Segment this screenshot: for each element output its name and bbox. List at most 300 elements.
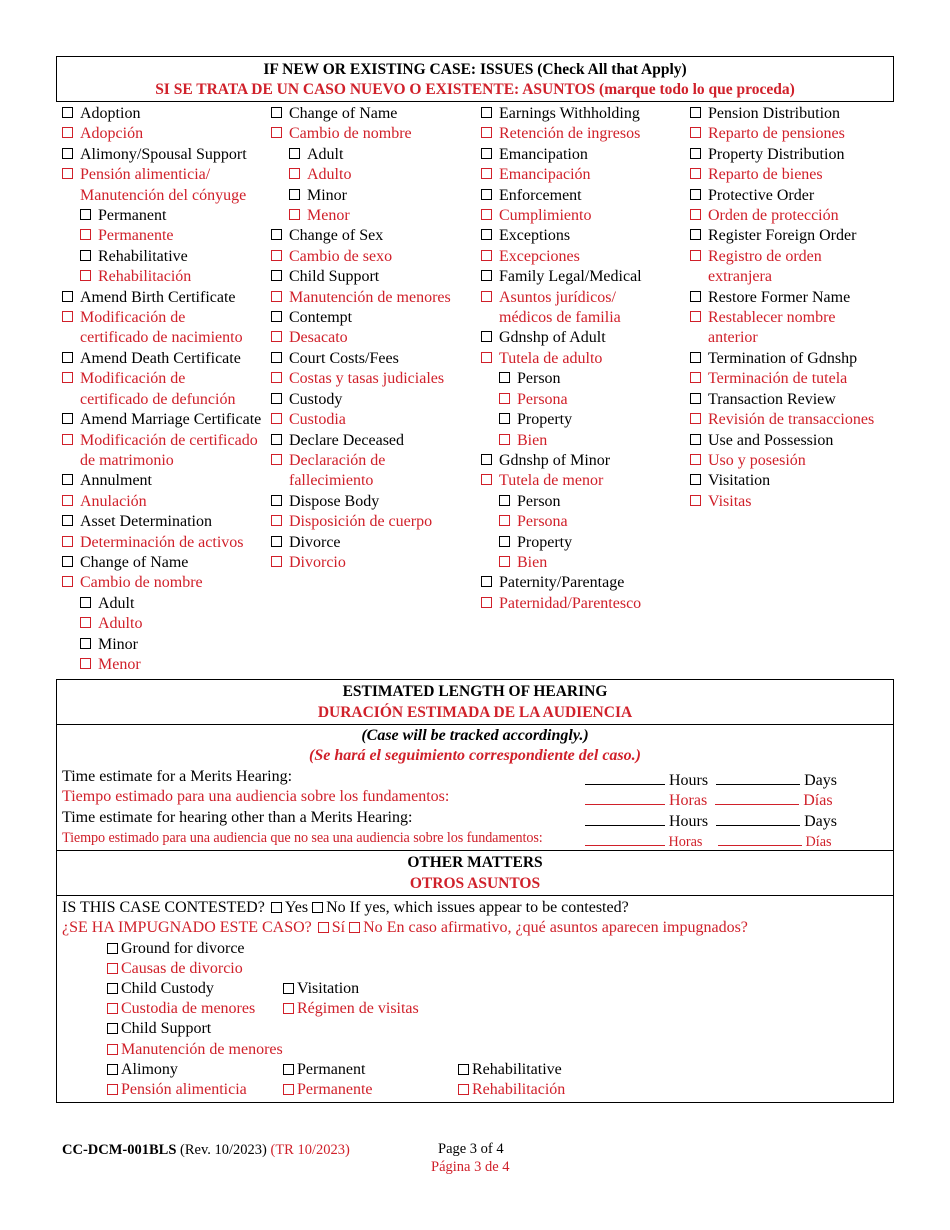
issue-option[interactable] — [62, 573, 261, 593]
issues-header — [56, 56, 894, 102]
ground-divorce-checkbox-es[interactable] — [107, 963, 118, 974]
issue-option[interactable] — [690, 186, 874, 206]
issue-checkbox[interactable] — [481, 189, 492, 200]
ground-divorce-label-es: Causas de divorcio — [121, 960, 243, 977]
issue-checkbox[interactable] — [499, 495, 510, 506]
issue-option[interactable] — [62, 492, 261, 512]
issue-option[interactable] — [481, 451, 642, 471]
issue-checkbox[interactable] — [289, 148, 300, 159]
issue-option[interactable] — [481, 288, 642, 308]
issue-option[interactable] — [271, 328, 451, 348]
issue-checkbox[interactable] — [62, 576, 73, 587]
issue-checkbox[interactable] — [62, 556, 73, 567]
issue-checkbox[interactable] — [62, 168, 73, 179]
issue-checkbox[interactable] — [481, 576, 492, 587]
hearing-title-es: DURACIÓN ESTIMADA DE LA AUDIENCIA — [317, 704, 633, 721]
issue-label: Terminación de tutela — [708, 370, 848, 388]
issue-option-continued — [62, 328, 261, 348]
issue-checkbox[interactable] — [481, 597, 492, 608]
issue-option-continued — [62, 451, 261, 471]
contested-label-es: ¿SE HA IMPUGNADO ESTE CASO? — [62, 919, 312, 936]
issue-checkbox[interactable] — [62, 291, 73, 302]
merits-hours-field-es[interactable] — [585, 788, 665, 805]
issue-checkbox[interactable] — [690, 474, 701, 485]
issue-checkbox[interactable] — [499, 413, 510, 424]
issue-option[interactable] — [481, 226, 642, 246]
issue-checkbox[interactable] — [690, 229, 701, 240]
issue-label: Persona — [517, 513, 568, 531]
merits-label-es: Tiempo estimado para una audiencia sobre los fundamentos: — [62, 788, 450, 805]
page-number: Page 3 of 4 — [438, 1141, 504, 1157]
issue-label: Costas y tasas judiciales — [289, 370, 445, 388]
issue-option[interactable] — [80, 247, 261, 267]
issue-checkbox[interactable] — [499, 556, 510, 567]
alimony-checkbox-es[interactable] — [107, 1084, 118, 1095]
issue-option[interactable] — [271, 288, 451, 308]
issue-option[interactable] — [690, 431, 874, 451]
issue-label: Termination of Gdnshp — [708, 349, 858, 367]
issue-checkbox[interactable] — [481, 107, 492, 118]
if-yes-label-es: En caso afirmativo, ¿qué asuntos aparecen impugnados? — [386, 919, 748, 936]
issue-checkbox[interactable] — [690, 107, 701, 118]
issue-option[interactable] — [690, 288, 874, 308]
ground-divorce-checkbox[interactable] — [107, 943, 118, 954]
issue-label: Tutela de adulto — [499, 349, 603, 367]
issue-label: Emancipation — [499, 145, 588, 163]
issue-checkbox[interactable] — [271, 495, 282, 506]
issue-option[interactable] — [690, 247, 874, 267]
issue-label: médicos de familia — [499, 309, 621, 327]
issues-title-es: SI SE TRATA DE UN CASO NUEVO O EXISTENTE: ASUNTOS (marque todo lo que proceda) — [155, 81, 795, 98]
issue-label: Pensión alimenticia/ — [80, 166, 211, 184]
issue-label: Adult — [98, 594, 135, 612]
issue-checkbox[interactable] — [481, 168, 492, 179]
permanent-label-es: Permanente — [297, 1081, 373, 1098]
visitation-label-es: Régimen de visitas — [297, 1000, 419, 1017]
issue-checkbox[interactable] — [289, 168, 300, 179]
issue-checkbox[interactable] — [80, 209, 91, 220]
issue-checkbox[interactable] — [62, 127, 73, 138]
issue-label: Exceptions — [499, 227, 571, 245]
issue-checkbox[interactable] — [481, 270, 492, 281]
merits-days-field-es[interactable] — [715, 788, 799, 805]
issue-label: Declare Deceased — [289, 431, 405, 449]
issue-option[interactable] — [481, 471, 642, 491]
issue-checkbox[interactable] — [80, 597, 91, 608]
issue-option[interactable] — [62, 471, 261, 491]
issue-checkbox[interactable] — [62, 413, 73, 424]
issue-checkbox[interactable] — [271, 250, 282, 261]
issue-label: Tutela de menor — [499, 472, 604, 490]
issue-option[interactable] — [481, 186, 642, 206]
if-yes-label: If yes, which issues appear to be contested? — [349, 899, 629, 916]
issue-option[interactable] — [499, 553, 642, 573]
issue-option[interactable] — [80, 206, 261, 226]
issue-option[interactable] — [690, 492, 874, 512]
issue-option[interactable] — [499, 512, 642, 532]
issue-label: Bien — [517, 431, 548, 449]
issue-option[interactable] — [62, 512, 261, 532]
issue-checkbox[interactable] — [690, 209, 701, 220]
issue-option[interactable] — [271, 247, 451, 267]
issue-option[interactable] — [80, 614, 261, 634]
issue-checkbox[interactable] — [80, 617, 91, 628]
child-custody-label: Child Custody — [121, 980, 214, 997]
issue-option[interactable] — [481, 267, 642, 287]
issue-option[interactable] — [289, 145, 451, 165]
issue-checkbox[interactable] — [690, 189, 701, 200]
issue-label: Cambio de nombre — [80, 574, 203, 592]
other-time-en — [585, 809, 837, 831]
issue-option[interactable] — [271, 533, 451, 553]
issue-option[interactable] — [62, 288, 261, 308]
issue-checkbox[interactable] — [62, 515, 73, 526]
child-custody-checkbox[interactable] — [107, 983, 118, 994]
issue-label: Menor — [307, 207, 350, 225]
issue-option[interactable] — [271, 104, 451, 124]
issue-option[interactable] — [80, 226, 261, 246]
issue-label: Bien — [517, 553, 548, 571]
issue-label: Permanent — [98, 207, 167, 225]
issue-checkbox[interactable] — [62, 434, 73, 445]
issue-option[interactable] — [481, 104, 642, 124]
issue-checkbox[interactable] — [289, 209, 300, 220]
other-days-field-es[interactable] — [718, 830, 802, 846]
issue-checkbox[interactable] — [80, 229, 91, 240]
issue-label: Register Foreign Order — [708, 227, 857, 245]
rehabilitative-checkbox-es[interactable] — [458, 1084, 469, 1095]
alimony-label: Alimony — [121, 1061, 178, 1078]
issue-checkbox[interactable] — [271, 393, 282, 404]
issue-label: Registro de orden — [708, 247, 822, 265]
issue-checkbox[interactable] — [690, 495, 701, 506]
issue-checkbox[interactable] — [690, 352, 701, 363]
issue-option[interactable] — [62, 410, 261, 430]
issue-label: Cumplimiento — [499, 207, 592, 225]
issue-option[interactable] — [481, 328, 642, 348]
contested-question-es — [62, 919, 748, 937]
rehabilitative-label-es: Rehabilitación — [472, 1081, 566, 1098]
hours-label: Hours — [669, 772, 709, 789]
issue-checkbox[interactable] — [690, 250, 701, 261]
issue-checkbox[interactable] — [271, 352, 282, 363]
days-label: Days — [804, 772, 837, 789]
issue-label: Person — [517, 370, 561, 388]
issue-option[interactable] — [499, 390, 642, 410]
issue-label: Use and Possession — [708, 431, 834, 449]
issue-label: Emancipación — [499, 166, 591, 184]
issue-label: Determinación de activos — [80, 533, 244, 551]
issue-option[interactable] — [499, 410, 642, 430]
issue-label: Orden de protección — [708, 207, 839, 225]
issue-checkbox[interactable] — [690, 372, 701, 383]
issue-checkbox[interactable] — [62, 311, 73, 322]
issue-checkbox[interactable] — [271, 536, 282, 547]
child-support-checkbox[interactable] — [107, 1023, 118, 1034]
issue-option[interactable] — [690, 349, 874, 369]
visitation-checkbox[interactable] — [283, 983, 294, 994]
issue-checkbox[interactable] — [80, 270, 91, 281]
issue-checkbox[interactable] — [271, 107, 282, 118]
alimony-checkbox[interactable] — [107, 1064, 118, 1075]
issue-checkbox[interactable] — [271, 515, 282, 526]
issue-option[interactable] — [690, 451, 874, 471]
issue-option[interactable] — [80, 655, 261, 675]
issue-checkbox[interactable] — [481, 291, 492, 302]
issue-label: Enforcement — [499, 186, 582, 204]
issue-checkbox[interactable] — [481, 127, 492, 138]
issue-label: Family Legal/Medical — [499, 268, 642, 286]
issue-option[interactable] — [62, 533, 261, 553]
issue-label: extranjera — [708, 268, 772, 286]
issue-label: Excepciones — [499, 247, 580, 265]
issue-option[interactable] — [481, 247, 642, 267]
page-number-es: Página 3 de 4 — [431, 1159, 510, 1175]
issue-checkbox[interactable] — [481, 229, 492, 240]
other-matters-title-en: OTHER MATTERS — [407, 854, 543, 871]
issue-label: Amend Marriage Certificate — [80, 411, 262, 429]
issue-checkbox[interactable] — [690, 127, 701, 138]
ground-divorce-label: Ground for divorce — [121, 940, 245, 957]
child-custody-checkbox-es[interactable] — [107, 1003, 118, 1014]
issue-checkbox[interactable] — [690, 311, 701, 322]
issues-column-4 — [690, 104, 874, 512]
issue-checkbox[interactable] — [80, 658, 91, 669]
issue-option[interactable] — [62, 369, 261, 389]
issue-option[interactable] — [62, 145, 261, 165]
revision: (Rev. 10/2023) — [180, 1142, 267, 1158]
alimony-label-es: Pensión alimenticia — [121, 1081, 247, 1098]
tracking-note-es: (Se hará el seguimiento correspondiente del caso.) — [309, 747, 641, 764]
issue-checkbox[interactable] — [62, 495, 73, 506]
merits-time-en — [585, 768, 837, 790]
contested-no-checkbox-es[interactable] — [349, 922, 360, 933]
issue-option[interactable] — [690, 226, 874, 246]
issue-label: Dispose Body — [289, 492, 380, 510]
issue-label: Amend Birth Certificate — [80, 288, 236, 306]
issue-checkbox[interactable] — [690, 454, 701, 465]
issue-checkbox[interactable] — [80, 250, 91, 261]
issue-option[interactable] — [690, 165, 874, 185]
issue-checkbox[interactable] — [499, 515, 510, 526]
issue-option[interactable] — [690, 206, 874, 226]
issue-checkbox[interactable] — [690, 434, 701, 445]
issue-option[interactable] — [690, 369, 874, 389]
issue-label: Transaction Review — [708, 390, 836, 408]
issue-checkbox[interactable] — [271, 372, 282, 383]
visitation-checkbox-es[interactable] — [283, 1003, 294, 1014]
issue-checkbox[interactable] — [481, 331, 492, 342]
issue-label: Modificación de — [80, 309, 186, 327]
child-custody-en — [107, 980, 214, 998]
other-time-es — [585, 830, 832, 851]
issue-checkbox[interactable] — [690, 393, 701, 404]
issue-label: Person — [517, 492, 561, 510]
permanent-checkbox[interactable] — [283, 1064, 294, 1075]
visitation-en — [283, 980, 359, 998]
issue-checkbox[interactable] — [271, 556, 282, 567]
issue-option-continued — [690, 328, 874, 348]
issue-option[interactable] — [271, 226, 451, 246]
issue-label: Revisión de transacciones — [708, 411, 875, 429]
form-id: CC-DCM-001BLS — [62, 1142, 177, 1158]
issue-label: anterior — [708, 329, 758, 347]
issue-checkbox[interactable] — [62, 372, 73, 383]
issue-checkbox[interactable] — [271, 127, 282, 138]
child-support-checkbox-es[interactable] — [107, 1044, 118, 1055]
permanent-checkbox-es[interactable] — [283, 1084, 294, 1095]
issue-checkbox[interactable] — [271, 229, 282, 240]
issue-checkbox[interactable] — [690, 413, 701, 424]
issue-checkbox[interactable] — [499, 372, 510, 383]
issue-option[interactable] — [289, 186, 451, 206]
issue-checkbox[interactable] — [62, 148, 73, 159]
issue-checkbox[interactable] — [271, 434, 282, 445]
issue-option[interactable] — [80, 267, 261, 287]
issue-checkbox[interactable] — [62, 352, 73, 363]
merits-days-field[interactable] — [716, 768, 800, 785]
issue-checkbox[interactable] — [690, 168, 701, 179]
yes-label-es: Sí — [331, 919, 346, 936]
issue-option[interactable] — [481, 573, 642, 593]
issue-checkbox[interactable] — [271, 270, 282, 281]
issue-option[interactable] — [62, 553, 261, 573]
issue-checkbox[interactable] — [690, 148, 701, 159]
issue-option[interactable] — [271, 124, 451, 144]
contested-yes-checkbox-es[interactable] — [318, 922, 329, 933]
issue-label: Adult — [307, 145, 344, 163]
issue-option[interactable] — [690, 390, 874, 410]
issue-checkbox[interactable] — [271, 454, 282, 465]
issue-option[interactable] — [80, 635, 261, 655]
issue-option[interactable] — [690, 104, 874, 124]
issue-option[interactable] — [271, 451, 451, 471]
permanent-en — [283, 1061, 365, 1079]
issue-option[interactable] — [481, 349, 642, 369]
issue-checkbox[interactable] — [62, 474, 73, 485]
issue-label: Property Distribution — [708, 145, 845, 163]
issue-option[interactable] — [271, 410, 451, 430]
issue-checkbox[interactable] — [271, 291, 282, 302]
issue-option[interactable] — [690, 471, 874, 491]
issue-label: Asset Determination — [80, 513, 212, 531]
issue-option[interactable] — [271, 267, 451, 287]
alimony-es — [107, 1081, 247, 1099]
issue-option[interactable] — [62, 308, 261, 328]
issue-checkbox[interactable] — [271, 311, 282, 322]
issue-option[interactable] — [481, 594, 642, 614]
issue-label: Visitas — [708, 492, 752, 510]
issue-label: Gdnshp of Minor — [499, 451, 611, 469]
hearing-title-en: ESTIMATED LENGTH OF HEARING — [342, 683, 608, 700]
issue-option[interactable] — [690, 124, 874, 144]
issue-option[interactable] — [62, 431, 261, 451]
days-label-es: Días — [803, 792, 833, 809]
issue-option[interactable] — [499, 369, 642, 389]
issue-label: Reparto de bienes — [708, 166, 823, 184]
issue-label: Manutención de menores — [289, 288, 451, 306]
issue-option[interactable] — [271, 492, 451, 512]
issue-checkbox[interactable] — [289, 189, 300, 200]
issue-option[interactable] — [499, 492, 642, 512]
issue-label: Minor — [307, 186, 347, 204]
issue-option[interactable] — [499, 431, 642, 451]
issue-option[interactable] — [62, 165, 261, 185]
contested-yes-checkbox[interactable] — [271, 902, 282, 913]
issue-checkbox[interactable] — [499, 434, 510, 445]
issue-option[interactable] — [499, 533, 642, 553]
rehabilitative-checkbox[interactable] — [458, 1064, 469, 1075]
issue-option[interactable] — [481, 165, 642, 185]
issue-option[interactable] — [62, 349, 261, 369]
issue-checkbox[interactable] — [481, 474, 492, 485]
child-support-label-es: Manutención de menores — [121, 1041, 283, 1058]
issue-label: Disposición de cuerpo — [289, 513, 433, 531]
issue-option[interactable] — [481, 145, 642, 165]
issue-checkbox[interactable] — [499, 393, 510, 404]
contested-no-checkbox[interactable] — [312, 902, 323, 913]
issue-label: Property — [517, 533, 573, 551]
issue-option[interactable] — [62, 104, 261, 124]
issue-option-continued — [481, 308, 642, 328]
issue-option[interactable] — [289, 165, 451, 185]
issue-option[interactable] — [271, 349, 451, 369]
issue-option[interactable] — [481, 206, 642, 226]
issue-option[interactable] — [271, 390, 451, 410]
issue-checkbox[interactable] — [62, 107, 73, 118]
issue-option[interactable] — [271, 431, 451, 451]
issue-label: Minor — [98, 635, 138, 653]
issue-label: Change of Sex — [289, 227, 384, 245]
issue-checkbox[interactable] — [481, 454, 492, 465]
form-id-line — [62, 1142, 350, 1159]
issue-option[interactable] — [271, 512, 451, 532]
issue-checkbox[interactable] — [481, 209, 492, 220]
issue-option[interactable] — [690, 145, 874, 165]
issue-option[interactable] — [62, 124, 261, 144]
issue-label: Modificación de — [80, 370, 186, 388]
issue-checkbox[interactable] — [481, 250, 492, 261]
other-hours-field[interactable] — [585, 809, 665, 826]
issue-checkbox[interactable] — [80, 638, 91, 649]
other-hours-field-es[interactable] — [585, 830, 665, 846]
issue-checkbox[interactable] — [481, 148, 492, 159]
issue-option[interactable] — [289, 206, 451, 226]
issue-checkbox[interactable] — [499, 536, 510, 547]
issue-checkbox[interactable] — [481, 352, 492, 363]
issue-checkbox[interactable] — [62, 536, 73, 547]
issue-option[interactable] — [690, 410, 874, 430]
issue-option[interactable] — [271, 553, 451, 573]
issue-checkbox[interactable] — [690, 291, 701, 302]
issue-option[interactable] — [80, 594, 261, 614]
issue-option[interactable] — [690, 308, 874, 328]
days-label-es: Días — [805, 834, 832, 850]
issue-label: Modificación de certificado — [80, 431, 258, 449]
issue-option[interactable] — [271, 308, 451, 328]
issue-option[interactable] — [481, 124, 642, 144]
other-days-field[interactable] — [716, 809, 800, 826]
issue-checkbox[interactable] — [271, 331, 282, 342]
issue-checkbox[interactable] — [271, 413, 282, 424]
merits-hours-field[interactable] — [585, 768, 665, 785]
no-label: No — [326, 899, 346, 916]
translation-revision: (TR 10/2023) — [270, 1142, 350, 1158]
days-label: Days — [804, 813, 837, 830]
issue-option[interactable] — [271, 369, 451, 389]
yes-label: Yes — [284, 899, 309, 916]
issue-label: Rehabilitative — [98, 247, 188, 265]
